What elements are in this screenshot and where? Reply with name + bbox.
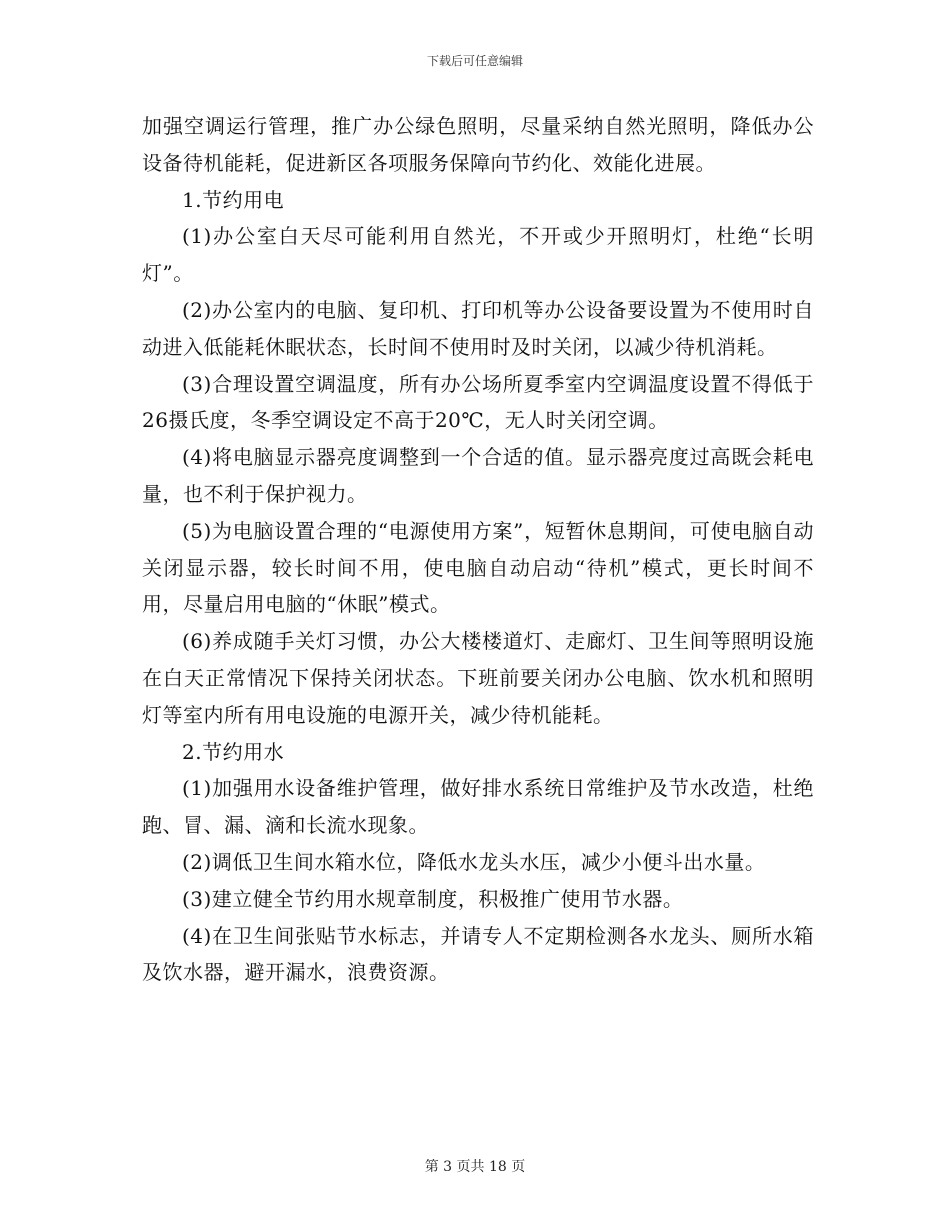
paragraph-water-3: (3)建立健全节约用水规章制度，积极推广使用节水器。: [182, 886, 684, 911]
document-body: [142, 108, 814, 991]
paragraph-electricity-3: (3)合理设置空调温度，所有办公场所夏季室内空调温度设置不得低于26摄氏度，冬季空调设定不高于20℃，无人时关闭空调。: [142, 371, 814, 433]
page-footer: 第 3 页共 18 页: [424, 1159, 526, 1175]
paragraph-water-2: (2)调低卫生间水箱水位，降低水龙头水压，减少小便斗出水量。: [182, 849, 766, 874]
paragraph-electricity-6: (6)养成随手关灯习惯，办公大楼楼道灯、走廊灯、卫生间等照明设施在白天正常情况下保持关闭状态。下班前要关闭办公电脑、饮水机和照明灯等室内所有用电设施的电源开关，减少待机能耗。: [142, 629, 814, 727]
paragraph-intro: 加强空调运行管理，推广办公绿色照明，尽量采纳自然光照明，降低办公设备待机能耗，促进新区各项服务保障向节约化、效能化进展。: [142, 114, 814, 175]
paragraph-water-1: (1)加强用水设备维护管理，做好排水系统日常维护及节水改造，杜绝跑、冒、漏、滴和长流水现象。: [142, 776, 814, 838]
section-heading-water: 2.节约用水: [182, 739, 285, 764]
paragraph-electricity-2: (2)办公室内的电脑、复印机、打印机等办公设备要设置为不使用时自动进入低能耗休眠状态，长时间不使用时及时关闭，以减少待机消耗。: [142, 297, 814, 359]
page-header: 下载后可任意编辑: [426, 54, 523, 68]
paragraph-electricity-4: (4)将电脑显示器亮度调整到一个合适的值。显示器亮度过高既会耗电量，也不利于保护视力。: [142, 445, 814, 506]
paragraph-electricity-5: (5)为电脑设置合理的“电源使用方案”，短暂休息期间，可使电脑自动关闭显示器，较长时间不用，使电脑自动启动“待机”模式，更长时间不用，尽量启用电脑的“休眠”模式。: [142, 518, 814, 617]
paragraph-water-4: (4)在卫生间张贴节水标志，并请专人不定期检测各水龙头、厕所水箱及饮水器，避开漏水，浪费资源。: [142, 923, 814, 985]
paragraph-electricity-1: (1)办公室白天尽可能利用自然光，不开或少开照明灯，杜绝“长明灯”。: [142, 224, 814, 286]
section-heading-electricity: 1.节约用电: [182, 187, 285, 212]
